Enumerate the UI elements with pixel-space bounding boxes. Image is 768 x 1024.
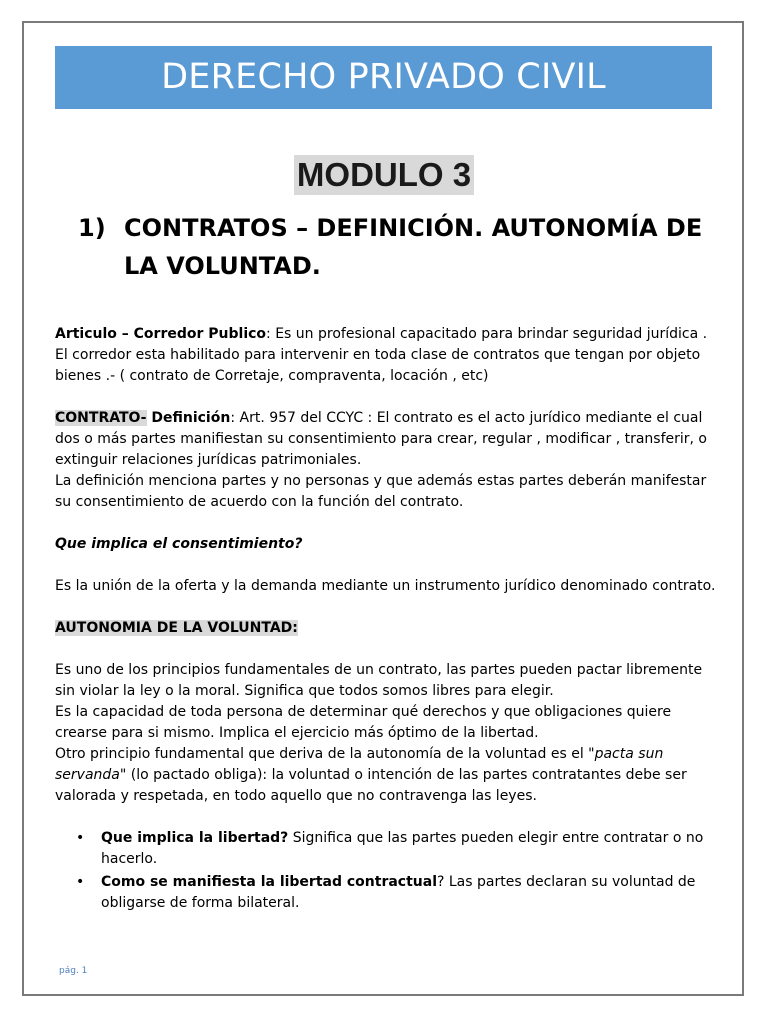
section-number: 1)	[78, 214, 106, 242]
bullet-list	[55, 828, 720, 914]
list-item	[55, 872, 720, 914]
module-title: MODULO 3	[294, 155, 474, 195]
paragraph-label: Definición	[146, 410, 231, 426]
bullet-icon: •	[76, 830, 85, 846]
bullet-text: Significa que las partes pueden elegir entre contratar o no hacerlo.	[101, 830, 704, 867]
bullet-icon: •	[76, 874, 85, 890]
paragraph-definicion: La definición menciona partes y no personas y que además estas partes deberán manifestar su consentimiento de acuerdo con la función del contrato.	[55, 473, 707, 510]
paragraph-label: Articulo – Corredor Publico	[55, 326, 267, 342]
document-body	[55, 324, 720, 916]
paragraph-text: : Art. 957 del CCYC : El contrato es el acto jurídico mediante el cual dos o más partes manifiestan su consentimiento para crear, regular , modificar , transferir, o extinguir relaciones jurídicas patrimoniales.	[55, 410, 707, 468]
paragraph-pacta	[55, 744, 720, 807]
paragraph-capacidad: Es la capacidad de toda persona de determinar qué derechos y que obligaciones quiere crearse para si mismo. Implica el ejercicio más óptimo de la libertad.	[55, 704, 672, 741]
bullet-label: Como se manifiesta la libertad contractual	[101, 874, 437, 890]
document-title-banner: DERECHO PRIVADO CIVIL	[55, 46, 712, 109]
bullet-label: Que implica la libertad?	[101, 830, 289, 846]
paragraph-text: : Es un profesional capacitado para brindar seguridad jurídica . El corredor esta habilitado para intervenir en toda clase de contratos que tengan por objeto bienes .- ( contrato de Corretaje, compraventa, locación , etc)	[55, 326, 708, 384]
paragraph-principios: Es uno de los principios fundamentales de un contrato, las partes pueden pactar libremente sin violar la ley o la moral. Significa que todos somos libres para elegir.	[55, 662, 703, 699]
paragraph-consentimiento: Es la unión de la oferta y la demanda mediante un instrumento jurídico denominado contrato.	[55, 578, 716, 594]
section-title: CONTRATOS – DEFINICIÓN. AUTONOMÍA DE LA VOLUNTAD.	[124, 214, 703, 280]
bullet-text: ? Las partes declaran su voluntad de obligarse de forma bilateral.	[101, 874, 696, 911]
page-number: pág. 1	[59, 966, 88, 976]
module-heading-wrap	[0, 155, 768, 195]
paragraph-corredor	[55, 324, 720, 387]
highlighted-label: CONTRATO-	[55, 410, 147, 426]
autonomia-heading-line	[55, 618, 720, 639]
question-consentimiento: Que implica el consentimiento?	[55, 536, 303, 552]
paragraph-contrato	[55, 408, 720, 471]
paragraph-text: (lo pactado obliga): la voluntad o intención de las partes contratantes debe ser valorada y respetada, en todo aquello que no contravenga las leyes.	[55, 767, 687, 804]
list-item	[55, 828, 720, 870]
italic-phrase: "pacta sun servanda"	[55, 746, 664, 783]
autonomia-heading: AUTONOMIA DE LA VOLUNTAD:	[55, 620, 298, 636]
paragraph-text: Otro principio fundamental que deriva de la autonomía de la voluntad es el	[55, 746, 589, 762]
